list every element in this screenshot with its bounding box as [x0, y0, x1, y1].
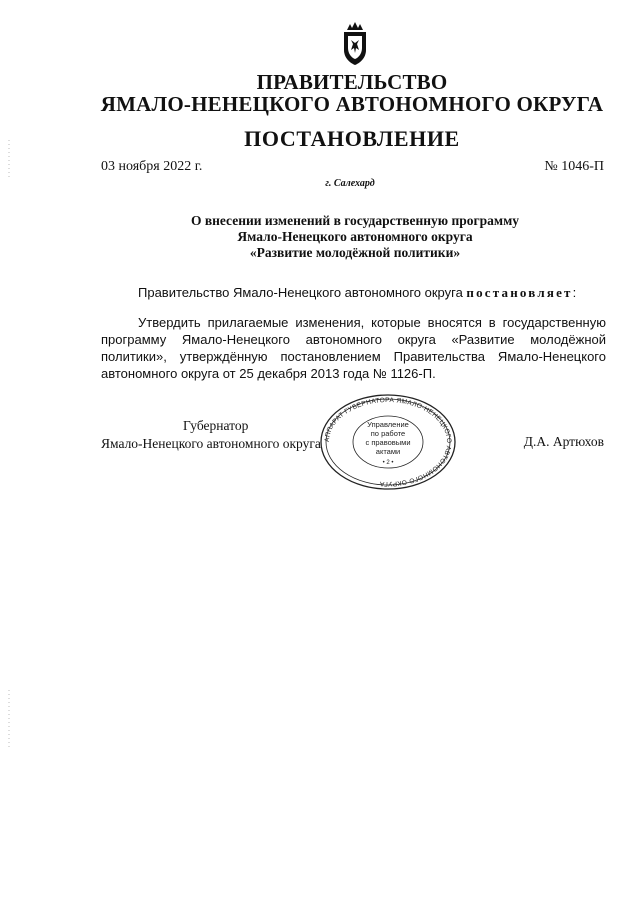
- subject-line3: «Развитие молодёжной политики»: [249, 245, 461, 260]
- signatory-role: [101, 417, 321, 453]
- decree-verb: постановляет: [466, 285, 573, 300]
- document-date: 03 ноября 2022 г.: [101, 159, 203, 174]
- official-seal: [318, 392, 458, 492]
- document-type: ПОСТАНОВЛЕНИЕ: [244, 126, 460, 151]
- signatory-role-line1: Губернатор: [183, 418, 249, 433]
- scan-margin-marks: [8, 140, 10, 180]
- coat-of-arms-emblem: [338, 20, 372, 66]
- subject-line1: О внесении изменений в государственную программу: [190, 213, 520, 228]
- decree-statement: [101, 285, 606, 301]
- seal-center-line1: Управление: [367, 420, 409, 429]
- seal-center-text: [318, 420, 458, 468]
- document-city: г. Салехард: [325, 178, 375, 189]
- decree-colon: :: [572, 285, 577, 300]
- signatory-role-line2: Ямало-Ненецкого автономного округа: [101, 436, 321, 451]
- seal-number: • 2 •: [382, 460, 394, 466]
- seal-center-line4: актами: [375, 447, 401, 456]
- seal-center-line2: по работе: [370, 429, 406, 438]
- government-title-line1: ПРАВИТЕЛЬСТВО: [256, 70, 448, 94]
- scan-margin-marks-lower: [8, 690, 10, 750]
- document-subject: [160, 213, 550, 261]
- seal-ring-text: АППАРАТ ГУБЕРНАТОРА ЯМАЛО-НЕНЕЦКОГО АВТОНОМНОГО ОКРУГА: [323, 396, 453, 488]
- signatory-name: Д.А. Артюхов: [523, 434, 604, 449]
- seal-center-line3: с правовыми: [365, 438, 411, 447]
- body-paragraph: Утвердить прилагаемые изменения, которые вносятся в государственную программу Ямало-Ненецкого автономного округа «Развитие молодёжной политики», утверждённую постановлением Правительства Ямало-Ненецкого автономного округа от 25 декабря 2013 года № 1126-П.: [101, 315, 606, 381]
- decree-intro: Правительство Ямало-Ненецкого автономного округа: [138, 285, 467, 300]
- subject-line2: Ямало-Ненецкого автономного округа: [237, 229, 473, 244]
- document-number: № 1046-П: [544, 159, 604, 174]
- government-title-line2: ЯМАЛО-НЕНЕЦКОГО АВТОНОМНОГО ОКРУГА: [100, 92, 604, 116]
